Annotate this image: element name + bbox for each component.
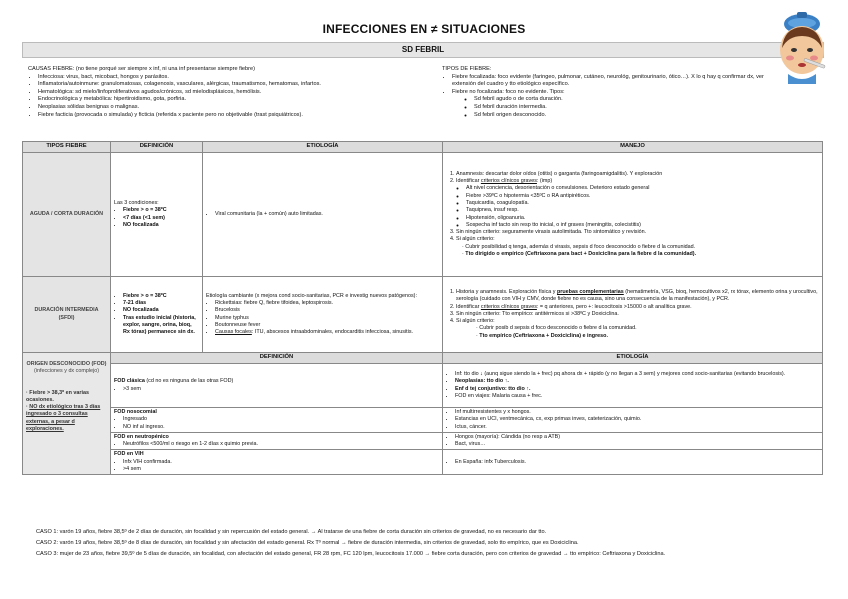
list-item: · Tto empírico (Ceftriaxona + Doxiciclina) e ingreso.	[476, 332, 608, 339]
manejo-aguda	[443, 153, 823, 277]
list-item-text: : = q anteriores, pero +: leucocitosis >15000 o alt analítica grave.	[536, 303, 692, 310]
fod-clasica-title	[114, 378, 439, 385]
list-item: • Hongos (mayoría): Cándida (no resp a ATB)	[455, 434, 819, 441]
table-row	[23, 450, 823, 475]
table-row	[23, 364, 823, 408]
col-header: ETIOLOGÍA	[203, 142, 443, 153]
list-item-text: Cubrir posib d sepsis d foco desconocido o fiebre d la comunidad.	[479, 325, 637, 332]
list-item: ◦ Fiebre >39ºC o hipotermia <35ºC o RA antipiréticos.	[466, 193, 819, 200]
col-header: DEFINICIÓN	[111, 142, 203, 153]
fod-noso-etio	[443, 408, 823, 433]
caso: CASO 2: varón 19 años, fiebre 38,5º de 8 días de duración, sin focalidad y sin afectación del estado general. Rx Tº normal → fiebre de duración intermedia, sin criterios de gravedad, solo tto empírico, que es Doxiciclina.	[36, 540, 579, 546]
list-item: • Bact, virus…	[455, 441, 819, 448]
list-item: • Endocrinológica y metabólica: hipertiroidismo, gota, porfiria.	[38, 96, 428, 104]
list-item: • Hematológica: sd mielo/linfoproliferativos agudos/crónicos, sd mielodisplásicos, hemólisis.	[38, 89, 428, 97]
table-header-row	[23, 142, 823, 153]
list-item	[456, 318, 819, 340]
list-item: • Ictus, cáncer.	[455, 424, 819, 431]
tipo-fod-sub: (infecciones y dx complejo)	[33, 368, 99, 375]
fod-col-header: DEFINICIÓN	[111, 353, 443, 364]
list-item-text: Cubrir posibilidad q tenga, además d virasis, sepsis d foco desconocido o fiebre d la comunidad.	[465, 243, 696, 250]
list-item: • Estancias en UCI, ventmecánica, cx, exp primas inves, cateterización, quimio.	[455, 416, 819, 423]
etio-intro: Etiología cambiante (x mejora cond socio-sanitarias, PCR e investig nuevos patógenos):	[206, 292, 417, 299]
list-item: • Boutonneuse fever	[215, 322, 439, 329]
list-item-text: Si algún criterio:	[456, 318, 495, 325]
list-item: • 7-21 días	[123, 300, 199, 307]
col-header: MANEJO	[443, 142, 823, 153]
list-item: ◦ Sd febril origen desconocido.	[474, 112, 772, 120]
list-item-text: Tto dirigido o empírico (Ceftriaxona para bact + Doxiciclina para la fiebre d la comunidad).	[465, 250, 697, 257]
fod-col-header: ETIOLOGÍA	[443, 353, 823, 364]
fod-clasica-def	[111, 364, 443, 408]
def-intro: Las 3 condiciones:	[114, 199, 159, 206]
fod-neutro-etio	[443, 432, 823, 450]
list-item: · Tto dirigido o empírico (Ceftriaxona para bact + Doxiciclina para la fiebre d la comunidad).	[462, 250, 697, 257]
list-item: • Enf d tej conjuntivo: tto dio ↑.	[455, 386, 819, 393]
list-item: ◦ Sospecha inf tacto sin resp tto inicial, o inf graves (meningitis, colecistitis)	[466, 222, 819, 229]
list-item-text: Identificar	[456, 178, 481, 185]
list-item-text: Historia y anamnesis. Exploración física y	[456, 288, 557, 295]
list-item	[215, 329, 439, 336]
fod-neutro-def	[111, 432, 443, 450]
tipo-fod-title: ORIGEN DESCONOCIDO (FOD)	[26, 361, 107, 367]
fod-clasica-title-note: (cd no es ninguna de las otras FOD)	[144, 378, 234, 385]
list-item	[456, 289, 819, 304]
list-item-text: Tto empírico (Ceftriaxona + Doxiciclina) e ingreso.	[479, 332, 608, 339]
list-item: • NO focalizada	[123, 222, 199, 229]
table-row	[23, 153, 823, 277]
fod-note-text: Fiebre > 38,3º en varias ocasiones.	[26, 389, 89, 403]
list-item: • Fiebre facticia (provocada o simulada) y ficticia (referida x paciente pero no objetivable (trast psiquiátricos).	[38, 112, 428, 120]
list-item-text: criterios clínicos graves	[480, 303, 537, 310]
list-item-text: Causas focales	[215, 329, 252, 336]
tipos-heading: TIPOS DE FIEBRE:	[442, 66, 492, 72]
etio-intermedia	[203, 277, 443, 353]
list-item: • Brucelosis	[215, 307, 439, 314]
list-item: • Neoplasias: tto dio ↑.	[455, 378, 819, 385]
list-item: • FOD en viajes: Malaria causa + frec.	[455, 393, 819, 400]
causas-fiebre	[28, 66, 428, 119]
table-row	[23, 277, 823, 353]
list-item-text: : ITU, abscesos intraabdominales, endocarditis infecciosa, sinusitis.	[251, 329, 414, 336]
list-item: • NO focalizada	[123, 307, 199, 314]
list-item: • Fiebre focalizada: foco evidente (faringeo, pulmonar, cutáneo, neurológ, genitourinario, ótico…). X lo q hay q confirmar dx, ver extensión del cuadro y tto etiológico específico.	[452, 74, 772, 89]
list-item-text: pruebas complementarias	[556, 288, 624, 295]
list-item: • Inflamatoria/autoinmune: granulomatosas, colagenosis, vasculares, alérgicas, traumatismos, hematomas, infartos.	[38, 81, 428, 89]
list-item: • Neoplasias sólidas benignas o malignas.	[38, 104, 428, 112]
fod-neutro-title: FOD en neutropénico	[114, 433, 169, 440]
fod-vih-etio	[443, 450, 823, 475]
tipo-fod	[23, 353, 111, 475]
list-item: ◦ Sd febril agudo o de corta duración.	[474, 96, 772, 104]
list-item: 3. Sin ningún criterio: seguramente virasis autolimitada. Tto sintomático y revisión.	[456, 229, 819, 236]
etio-aguda	[203, 153, 443, 277]
list-item	[456, 178, 819, 229]
caso: CASO 1: varón 19 años, fiebre 38,5º de 2 días de duración, sin focalidad y sin repercusión del estado general. → Al tratarse de una fiebre de corta duración sin criterios de gravedad, no es necesario dar tto.	[36, 529, 547, 535]
fod-vih-title: FOD en VIH	[114, 451, 144, 458]
caso: CASO 3: mujer de 23 años, fiebre 39,5º de 5 días de duración, sin focalidad, con afectación del estado general, FR 28 rpm, FC 120 lpm, leucocitosis 17.000 → fiebre corta duración, pero con criterios de gravedad → tto empírico: Ceftriaxona y Doxiciclina.	[36, 551, 666, 557]
list-item: ◦ Taquipnea, insuf resp.	[466, 207, 819, 214]
list-item-text: : (imp)	[536, 178, 553, 185]
list-item: • Ingresado	[123, 416, 439, 423]
list-item-text: Si algún criterio:	[456, 236, 495, 243]
list-item-text: Fiebre no focalizada: foco no evidente. Tipos:	[452, 88, 565, 95]
sick-person-icon	[770, 10, 834, 84]
tipo-intermedia: DURACIÓN INTERMEDIA (SFDI)	[23, 277, 111, 353]
col-header: TIPOS FIEBRE	[23, 142, 111, 153]
fod-note: · NO dx etiológico tras 3 días ingresado o 3 consultas externas, a pesar d exploraciones.	[26, 404, 101, 433]
table-row	[23, 408, 823, 433]
list-item: 3. Sin ningún criterio: Tto empírico: antitérmicos si >38ºC y Doxiciclina.	[456, 311, 819, 318]
list-item: ◦ Sd febril duración intermedia.	[474, 104, 772, 112]
list-item: • >4 sem	[123, 466, 439, 473]
fod-noso-title: FOD nosocomial	[114, 409, 157, 415]
fever-table	[22, 141, 823, 475]
fod-note-text: NO dx etiológico tras 3 días ingresado o 3 consultas externas, a pesar d exploraciones.	[26, 404, 101, 433]
list-item: ◦ Taquicardia, coagulopatía.	[466, 200, 819, 207]
fod-vih-def	[111, 450, 443, 475]
list-item: • Inf multirresistentes y x hongos.	[455, 409, 819, 416]
fod-clasica-title-text: FOD clásica	[114, 378, 145, 385]
def-aguda	[111, 153, 203, 277]
list-item	[452, 89, 772, 119]
list-item-text: (hematimetría, VSG, bioq, hemocultivos x2, rx tórax, elemento orina y urocultivo, serología (cuidado con VIH y CMV, donde fiebre no es causa, sino una consecuencia de la manifestación), y PCR.	[456, 288, 818, 303]
list-item-text: Identificar	[456, 303, 481, 310]
page-title: INFECCIONES EN ≠ SITUACIONES	[322, 22, 526, 36]
def-intermedia	[111, 277, 203, 353]
list-item: • Rickettsias: fiebre Q, fiebre tifoidea, leptospirosis.	[215, 300, 439, 307]
table-row	[23, 432, 823, 450]
list-item: • En España: infx Tuberculosis.	[455, 459, 819, 466]
section-header-sd-febril: SD FEBRIL	[22, 42, 824, 58]
list-item: • Tras estudio inicial (historia, explor, sangre, orina, bioq, Rx tórax) permanece sin dx.	[123, 315, 199, 337]
fod-header-row	[23, 353, 823, 364]
list-item: • Fiebre > o = 38ºC	[123, 293, 199, 300]
list-item	[456, 236, 819, 258]
manejo-intermedia	[443, 277, 823, 353]
list-item: • Infecciosa: virus, bact, micobact, hongos y parásitos.	[38, 74, 428, 82]
fod-note: · Fiebre > 38,3º en varias ocasiones.	[26, 389, 89, 403]
list-item: • Fiebre > o = 38ºC	[123, 207, 199, 214]
casos-clinicos	[36, 527, 665, 560]
list-item: • >3 sem	[123, 386, 439, 393]
list-item: · Cubrir posibilidad q tenga, además d virasis, sepsis d foco desconocido o fiebre d la comunidad.	[462, 243, 696, 250]
list-item: 1. Anamnesis: descartar dolor oídos (otitis) o garganta (faringoamigdalitis). Y exploración	[456, 171, 819, 178]
list-item: ◦ Alt nivel conciencia, desorientación o convulsiones. Deterioro estado general	[466, 185, 819, 192]
causas-heading: CAUSAS FIEBRE: (no tiene porqué ser siempre x inf, ni una inf presentarse siempre fiebre)	[28, 66, 255, 72]
list-item-text: criterios clínicos graves	[480, 178, 537, 185]
list-item: • Murine typhus	[215, 315, 439, 322]
list-item: • Neutrófilos <500/ml o riesgo en 1-2 días x quimio previa.	[123, 441, 439, 448]
tipo-aguda: AGUDA / CORTA DURACIÓN	[23, 153, 111, 277]
fod-clasica-etio	[443, 364, 823, 408]
list-item: ◦ Hipotensión, oligoanuria.	[466, 215, 819, 222]
list-item: • Viral comunitaria (la + común) auto limitadas.	[215, 211, 439, 218]
list-item: • NO inf al ingreso.	[123, 424, 439, 431]
list-item	[456, 304, 819, 311]
list-item: • <7 días (<1 sem)	[123, 215, 199, 222]
list-item: • Inf: tto dio ↓ (aunq sigue siendo la + frec) pq ahora dx + rápido (y no llegan a 3 sem) y mejores cond socio-sanitarias (evitando brucelosis).	[455, 371, 819, 378]
list-item: • Infx VIH confirmada.	[123, 459, 439, 466]
fod-noso-def	[111, 408, 443, 433]
list-item: · Cubrir posib d sepsis d foco desconocido o fiebre d la comunidad.	[476, 325, 637, 332]
tipos-fiebre	[442, 66, 772, 119]
